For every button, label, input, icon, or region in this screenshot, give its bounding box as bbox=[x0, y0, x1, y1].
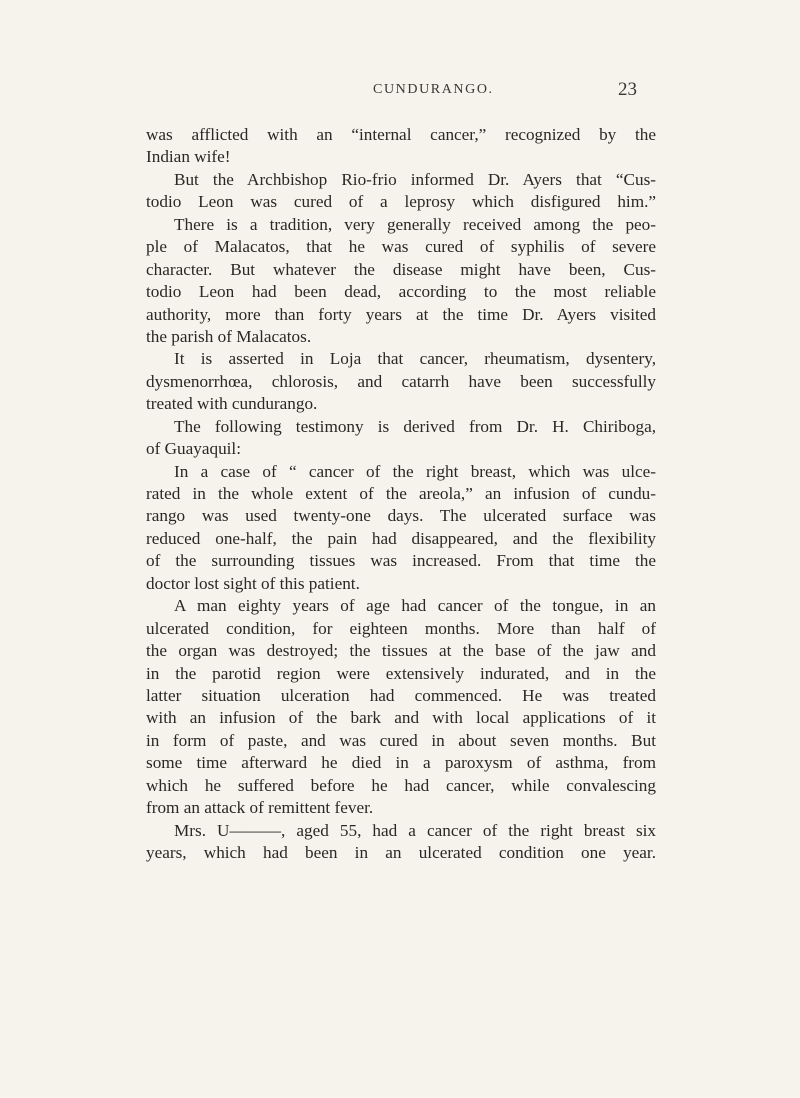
text-line: the parish of Malacatos. bbox=[146, 326, 312, 346]
running-head bbox=[0, 79, 800, 106]
text-line: reduced one-half, the pain had disappeared, and the flexibility bbox=[146, 528, 656, 548]
text-line: treated with cundurango. bbox=[146, 394, 318, 414]
text-line: of Guayaquil: bbox=[146, 439, 241, 459]
text-line: In a case of “ cancer of the right breast, which was ulce- bbox=[174, 461, 656, 481]
text-line: the organ was destroyed; the tissues at the base of the jaw and bbox=[146, 641, 656, 661]
page-number: 23 bbox=[618, 79, 637, 100]
text-line: doctor lost sight of this patient. bbox=[146, 573, 360, 593]
text-line: was afflicted with an “internal cancer,” recognized by the bbox=[146, 125, 656, 144]
text-line: latter situation ulceration had commenced. He was treated bbox=[146, 685, 656, 705]
text-line: It is asserted in Loja that cancer, rheumatism, dysentery, bbox=[174, 349, 656, 369]
text-line: rango was used twenty-one days. The ulcerated surface was bbox=[146, 506, 656, 526]
text-line: authority, more than forty years at the time Dr. Ayers visited bbox=[146, 304, 656, 324]
text-line: There is a tradition, very generally received among the peo- bbox=[174, 214, 656, 234]
body-text bbox=[146, 124, 656, 864]
text-line: rated in the whole extent of the areola,” an infusion of cundu- bbox=[146, 484, 656, 503]
text-line: some time afterward he died in a paroxysm of asthma, from bbox=[146, 753, 656, 773]
text-line: todio Leon was cured of a leprosy which disfigured him.” bbox=[146, 192, 656, 212]
text-line: dysmenorrhœa, chlorosis, and catarrh have been successfully bbox=[146, 371, 656, 391]
text-line: A man eighty years of age had cancer of the tongue, in an bbox=[174, 596, 656, 616]
text-line: in form of paste, and was cured in about seven months. But bbox=[146, 730, 656, 750]
text-line: ple of Malacatos, that he was cured of syphilis of severe bbox=[146, 237, 656, 257]
text-line: years, which had been in an ulcerated condition one year. bbox=[146, 843, 656, 862]
text-line: Indian wife! bbox=[146, 147, 231, 167]
text-line: The following testimony is derived from Dr. H. Chiriboga, bbox=[174, 416, 656, 436]
text-line: which he suffered before he had cancer, while convalescing bbox=[146, 775, 656, 795]
text-line: of the surrounding tissues was increased. From that time the bbox=[146, 551, 656, 571]
text-line: with an infusion of the bark and with local applications of it bbox=[146, 708, 656, 728]
text-line: todio Leon had been dead, according to the most reliable bbox=[146, 282, 656, 302]
text-line: But the Archbishop Rio-frio informed Dr. Ayers that “Cus- bbox=[174, 169, 656, 189]
text-line: from an attack of remittent fever. bbox=[146, 798, 374, 818]
running-title: CUNDURANGO. bbox=[373, 82, 494, 97]
text-line: character. But whatever the disease might have been, Cus- bbox=[146, 259, 656, 279]
text-line: in the parotid region were extensively indurated, and in the bbox=[146, 663, 656, 683]
text-line: ulcerated condition, for eighteen months. More than half of bbox=[146, 618, 656, 638]
text-line: Mrs. U———, aged 55, had a cancer of the right breast six bbox=[174, 820, 656, 840]
